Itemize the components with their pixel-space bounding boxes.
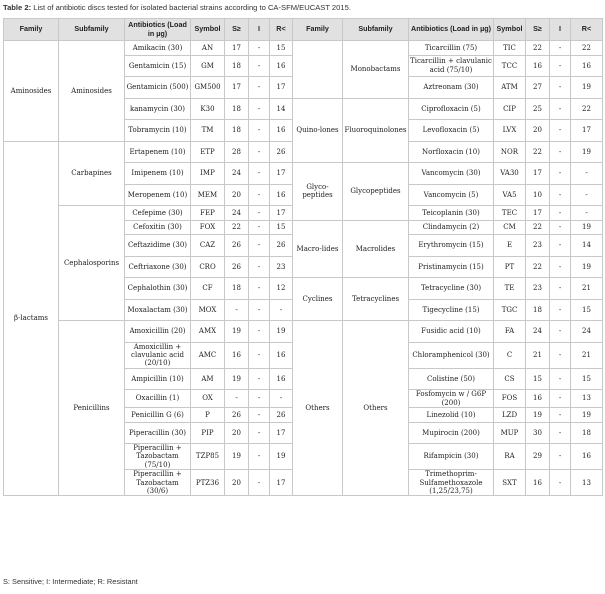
i-cell: - — [249, 470, 270, 496]
antibiotic-cell: Cefoxitin (30) — [125, 220, 191, 235]
i-cell: - — [249, 235, 270, 257]
s-cell: 22 — [526, 220, 550, 235]
s-cell: 28 — [225, 141, 249, 163]
symbol-cell: LVX — [494, 120, 526, 142]
subfamily-cell: Cephalosporins — [59, 206, 125, 321]
s-cell: 19 — [225, 444, 249, 470]
s-cell: 10 — [526, 184, 550, 206]
i-cell: - — [550, 206, 571, 221]
family-cell: Others — [293, 321, 343, 496]
s-cell: - — [225, 390, 249, 408]
antibiotic-cell: Meropenem (10) — [125, 184, 191, 206]
subfamily-cell: Fluoroquinolones — [343, 98, 409, 163]
family-cell: Glyco-peptides — [293, 163, 343, 221]
s-cell: 16 — [526, 470, 550, 496]
subfamily-cell: Penicillins — [59, 321, 125, 496]
antibiotic-cell: Amikacin (30) — [125, 41, 191, 56]
s-cell: 16 — [526, 390, 550, 408]
symbol-cell: TE — [494, 278, 526, 300]
i-cell: - — [249, 422, 270, 444]
subfamily-cell: Glycopeptides — [343, 163, 409, 221]
family-cell — [293, 41, 343, 99]
s-cell: 24 — [526, 321, 550, 343]
family-cell: Aminosides — [4, 41, 59, 142]
symbol-cell: CRO — [191, 256, 225, 278]
i-cell: - — [249, 390, 270, 408]
subfamily-cell: Carbapines — [59, 141, 125, 206]
s-cell: 20 — [526, 120, 550, 142]
antibiotic-cell: Ciprofloxacin (5) — [409, 98, 494, 120]
r-cell: 14 — [571, 235, 603, 257]
s-cell: 23 — [526, 235, 550, 257]
s-cell: 19 — [526, 408, 550, 423]
antibiotic-cell: Fusidic acid (10) — [409, 321, 494, 343]
r-cell: - — [571, 163, 603, 185]
r-cell: 19 — [571, 77, 603, 99]
antibiotic-cell: Erythromycin (15) — [409, 235, 494, 257]
family-cell: Quino-lones — [293, 98, 343, 163]
antibiotic-cell: Cefepime (30) — [125, 206, 191, 221]
s-cell: 20 — [225, 422, 249, 444]
r-cell: 15 — [571, 299, 603, 321]
symbol-cell: P — [191, 408, 225, 423]
r-cell: 26 — [270, 408, 293, 423]
i-cell: - — [550, 235, 571, 257]
r-cell: - — [270, 390, 293, 408]
i-cell: - — [550, 163, 571, 185]
header-subfamily: Subfamily — [59, 19, 125, 41]
r-cell: 23 — [270, 256, 293, 278]
s-cell: 19 — [225, 321, 249, 343]
table-caption — [3, 3, 603, 12]
antibiotic-cell: kanamycin (30) — [125, 98, 191, 120]
s-cell: 24 — [225, 206, 249, 221]
table-row — [4, 41, 603, 56]
r-cell: 16 — [270, 120, 293, 142]
r-cell: 18 — [571, 422, 603, 444]
header-r: R< — [270, 19, 293, 41]
header-r-right: R< — [571, 19, 603, 41]
i-cell: - — [550, 120, 571, 142]
r-cell: 19 — [571, 141, 603, 163]
s-cell: 17 — [526, 206, 550, 221]
s-cell: 29 — [526, 444, 550, 470]
antibiotic-cell: Levofloxacin (5) — [409, 120, 494, 142]
symbol-cell: FOS — [494, 390, 526, 408]
r-cell: 15 — [270, 41, 293, 56]
i-cell: - — [550, 55, 571, 77]
symbol-cell: FOX — [191, 220, 225, 235]
i-cell: - — [249, 41, 270, 56]
r-cell: 16 — [571, 55, 603, 77]
symbol-cell: ETP — [191, 141, 225, 163]
antibiotic-cell: Vancomycin (30) — [409, 163, 494, 185]
i-cell: - — [550, 408, 571, 423]
r-cell: 16 — [571, 444, 603, 470]
i-cell: - — [550, 278, 571, 300]
symbol-cell: ATM — [494, 77, 526, 99]
antibiotic-cell: Gentamicin (500) — [125, 77, 191, 99]
antibiotic-cell: Tigecycline (15) — [409, 299, 494, 321]
i-cell: - — [550, 184, 571, 206]
symbol-cell: AN — [191, 41, 225, 56]
antibiotic-cell: Rifampicin (30) — [409, 444, 494, 470]
symbol-cell: TCC — [494, 55, 526, 77]
antibiotic-cell: Ceftazidime (30) — [125, 235, 191, 257]
symbol-cell: AMC — [191, 342, 225, 368]
r-cell: 19 — [571, 408, 603, 423]
antibiotic-cell: Piperacillin + Tazobactam (30/6) — [125, 470, 191, 496]
r-cell: 14 — [270, 98, 293, 120]
symbol-cell: GM — [191, 55, 225, 77]
symbol-cell: TZP85 — [191, 444, 225, 470]
antibiotic-cell: Mupirocin (200) — [409, 422, 494, 444]
antibiotic-cell: Fosfomycin w / G6P (200) — [409, 390, 494, 408]
i-cell: - — [550, 77, 571, 99]
antibiotic-cell: Pristinamycin (15) — [409, 256, 494, 278]
symbol-cell: PIP — [191, 422, 225, 444]
antibiotic-cell: Cephalothin (30) — [125, 278, 191, 300]
antibiotic-cell: Chloramphenicol (30) — [409, 342, 494, 368]
i-cell: - — [550, 220, 571, 235]
antibiotic-cell: Ampicillin (10) — [125, 368, 191, 390]
s-cell: 16 — [225, 342, 249, 368]
r-cell: 13 — [571, 390, 603, 408]
r-cell: 17 — [270, 206, 293, 221]
subfamily-cell: Macrolides — [343, 220, 409, 278]
r-cell: 17 — [270, 77, 293, 99]
r-cell: - — [571, 206, 603, 221]
r-cell: 16 — [270, 368, 293, 390]
symbol-cell: MOX — [191, 299, 225, 321]
header-subfamily-right: Subfamily — [343, 19, 409, 41]
r-cell: 24 — [571, 321, 603, 343]
r-cell: - — [270, 299, 293, 321]
i-cell: - — [550, 342, 571, 368]
symbol-cell: E — [494, 235, 526, 257]
i-cell: - — [249, 299, 270, 321]
family-cell: β-lactams — [4, 141, 59, 496]
i-cell: - — [249, 98, 270, 120]
symbol-cell: TEC — [494, 206, 526, 221]
r-cell: - — [571, 184, 603, 206]
i-cell: - — [249, 141, 270, 163]
r-cell: 12 — [270, 278, 293, 300]
s-cell: 24 — [225, 163, 249, 185]
s-cell: 17 — [225, 77, 249, 99]
i-cell: - — [550, 98, 571, 120]
r-cell: 17 — [270, 470, 293, 496]
i-cell: - — [249, 408, 270, 423]
antibiotic-cell: Trimethoprim-Sulfamethoxazole (1,25/23,75) — [409, 470, 494, 496]
subfamily-cell: Aminosides — [59, 41, 125, 142]
symbol-cell: TM — [191, 120, 225, 142]
symbol-cell: LZD — [494, 408, 526, 423]
s-cell: 25 — [526, 98, 550, 120]
header-antibiotics-right: Antibiotics (Load in µg) — [409, 19, 494, 41]
r-cell: 22 — [571, 98, 603, 120]
s-cell: - — [225, 299, 249, 321]
antibiotic-table — [3, 18, 603, 496]
header-i: I — [249, 19, 270, 41]
caption-text: List of antibiotic discs tested for isolated bacterial strains according to CA-SFM/EUCAST 2015. — [33, 3, 351, 12]
subfamily-cell: Others — [343, 321, 409, 496]
i-cell: - — [550, 299, 571, 321]
antibiotic-cell: Amoxicillin (20) — [125, 321, 191, 343]
s-cell: 22 — [225, 220, 249, 235]
r-cell: 26 — [270, 141, 293, 163]
caption-label: Table 2: — [3, 3, 32, 12]
antibiotic-cell: Amoxicillin + clavulanic acid (20/10) — [125, 342, 191, 368]
antibiotic-cell: Tetracycline (30) — [409, 278, 494, 300]
family-cell: Cyclines — [293, 278, 343, 321]
s-cell: 20 — [225, 184, 249, 206]
symbol-cell: C — [494, 342, 526, 368]
antibiotic-cell: Penicillin G (6) — [125, 408, 191, 423]
symbol-cell: CM — [494, 220, 526, 235]
i-cell: - — [249, 55, 270, 77]
i-cell: - — [550, 141, 571, 163]
r-cell: 19 — [270, 321, 293, 343]
header-s: S≥ — [225, 19, 249, 41]
r-cell: 19 — [270, 444, 293, 470]
i-cell: - — [550, 256, 571, 278]
antibiotic-cell: Ticarcillin + clavulanic acid (75/10) — [409, 55, 494, 77]
symbol-cell: CAZ — [191, 235, 225, 257]
antibiotic-cell: Colistine (50) — [409, 368, 494, 390]
s-cell: 23 — [526, 278, 550, 300]
r-cell: 16 — [270, 55, 293, 77]
table-row — [4, 321, 603, 343]
i-cell: - — [550, 444, 571, 470]
r-cell: 26 — [270, 235, 293, 257]
s-cell: 22 — [526, 141, 550, 163]
antibiotic-cell: Ertapenem (10) — [125, 141, 191, 163]
antibiotic-cell: Tobramycin (10) — [125, 120, 191, 142]
header-i-right: I — [550, 19, 571, 41]
i-cell: - — [550, 368, 571, 390]
symbol-cell: K30 — [191, 98, 225, 120]
symbol-cell: VA30 — [494, 163, 526, 185]
i-cell: - — [249, 278, 270, 300]
header-s-right: S≥ — [526, 19, 550, 41]
s-cell: 18 — [225, 98, 249, 120]
s-cell: 18 — [225, 55, 249, 77]
s-cell: 20 — [225, 470, 249, 496]
r-cell: 16 — [270, 184, 293, 206]
s-cell: 18 — [526, 299, 550, 321]
symbol-cell: CS — [494, 368, 526, 390]
i-cell: - — [249, 444, 270, 470]
r-cell: 17 — [571, 120, 603, 142]
symbol-cell: TIC — [494, 41, 526, 56]
symbol-cell: AMX — [191, 321, 225, 343]
symbol-cell: TGC — [494, 299, 526, 321]
r-cell: 21 — [571, 278, 603, 300]
table-body — [4, 41, 603, 496]
antibiotic-cell: Piperacillin (30) — [125, 422, 191, 444]
antibiotic-cell: Piperacillin + Tazobactam (75/10) — [125, 444, 191, 470]
i-cell: - — [249, 77, 270, 99]
header-symbol-right: Symbol — [494, 19, 526, 41]
antibiotic-cell: Gentamicin (15) — [125, 55, 191, 77]
i-cell: - — [550, 41, 571, 56]
i-cell: - — [249, 368, 270, 390]
symbol-cell: FEP — [191, 206, 225, 221]
header-symbol: Symbol — [191, 19, 225, 41]
symbol-cell: AM — [191, 368, 225, 390]
subfamily-cell: Monobactams — [343, 41, 409, 99]
s-cell: 17 — [225, 41, 249, 56]
symbol-cell: CIP — [494, 98, 526, 120]
r-cell: 19 — [571, 220, 603, 235]
antibiotic-cell: Teicoplanin (30) — [409, 206, 494, 221]
s-cell: 19 — [225, 368, 249, 390]
symbol-cell: PTZ36 — [191, 470, 225, 496]
s-cell: 26 — [225, 256, 249, 278]
header-family-right: Family — [293, 19, 343, 41]
i-cell: - — [550, 390, 571, 408]
symbol-cell: NOR — [494, 141, 526, 163]
symbol-cell: IMP — [191, 163, 225, 185]
symbol-cell: SXT — [494, 470, 526, 496]
antibiotic-cell: Ceftriaxone (30) — [125, 256, 191, 278]
i-cell: - — [249, 120, 270, 142]
symbol-cell: FA — [494, 321, 526, 343]
i-cell: - — [249, 184, 270, 206]
i-cell: - — [249, 220, 270, 235]
i-cell: - — [550, 321, 571, 343]
symbol-cell: VA5 — [494, 184, 526, 206]
s-cell: 17 — [526, 163, 550, 185]
s-cell: 27 — [526, 77, 550, 99]
antibiotic-cell: Ticarcillin (75) — [409, 41, 494, 56]
family-cell: Macro-lides — [293, 220, 343, 278]
r-cell: 21 — [571, 342, 603, 368]
s-cell: 18 — [225, 120, 249, 142]
table-footnote: S: Sensitive; I: Intermediate; R: Resistant — [3, 577, 138, 586]
r-cell: 15 — [571, 368, 603, 390]
symbol-cell: GM500 — [191, 77, 225, 99]
s-cell: 26 — [225, 408, 249, 423]
s-cell: 18 — [225, 278, 249, 300]
s-cell: 30 — [526, 422, 550, 444]
symbol-cell: OX — [191, 390, 225, 408]
r-cell: 22 — [571, 41, 603, 56]
symbol-cell: RA — [494, 444, 526, 470]
header-row — [4, 19, 603, 41]
antibiotic-cell: Imipenem (10) — [125, 163, 191, 185]
antibiotic-cell: Clindamycin (2) — [409, 220, 494, 235]
i-cell: - — [249, 206, 270, 221]
symbol-cell: CF — [191, 278, 225, 300]
antibiotic-cell: Oxacillin (1) — [125, 390, 191, 408]
i-cell: - — [249, 321, 270, 343]
s-cell: 22 — [526, 41, 550, 56]
r-cell: 16 — [270, 342, 293, 368]
r-cell: 15 — [270, 220, 293, 235]
symbol-cell: PT — [494, 256, 526, 278]
s-cell: 26 — [225, 235, 249, 257]
s-cell: 15 — [526, 368, 550, 390]
subfamily-cell: Tetracyclines — [343, 278, 409, 321]
i-cell: - — [249, 342, 270, 368]
header-antibiotics: Antibiotics (Load in µg) — [125, 19, 191, 41]
s-cell: 16 — [526, 55, 550, 77]
antibiotic-cell: Vancomycin (5) — [409, 184, 494, 206]
symbol-cell: MEM — [191, 184, 225, 206]
r-cell: 17 — [270, 422, 293, 444]
r-cell: 13 — [571, 470, 603, 496]
antibiotic-cell: Moxalactam (30) — [125, 299, 191, 321]
s-cell: 22 — [526, 256, 550, 278]
antibiotic-cell: Norfloxacin (10) — [409, 141, 494, 163]
r-cell: 17 — [270, 163, 293, 185]
s-cell: 21 — [526, 342, 550, 368]
symbol-cell: MUP — [494, 422, 526, 444]
i-cell: - — [249, 163, 270, 185]
i-cell: - — [550, 470, 571, 496]
r-cell: 19 — [571, 256, 603, 278]
header-family: Family — [4, 19, 59, 41]
antibiotic-cell: Linezolid (10) — [409, 408, 494, 423]
i-cell: - — [249, 256, 270, 278]
i-cell: - — [550, 422, 571, 444]
antibiotic-cell: Aztreonam (30) — [409, 77, 494, 99]
